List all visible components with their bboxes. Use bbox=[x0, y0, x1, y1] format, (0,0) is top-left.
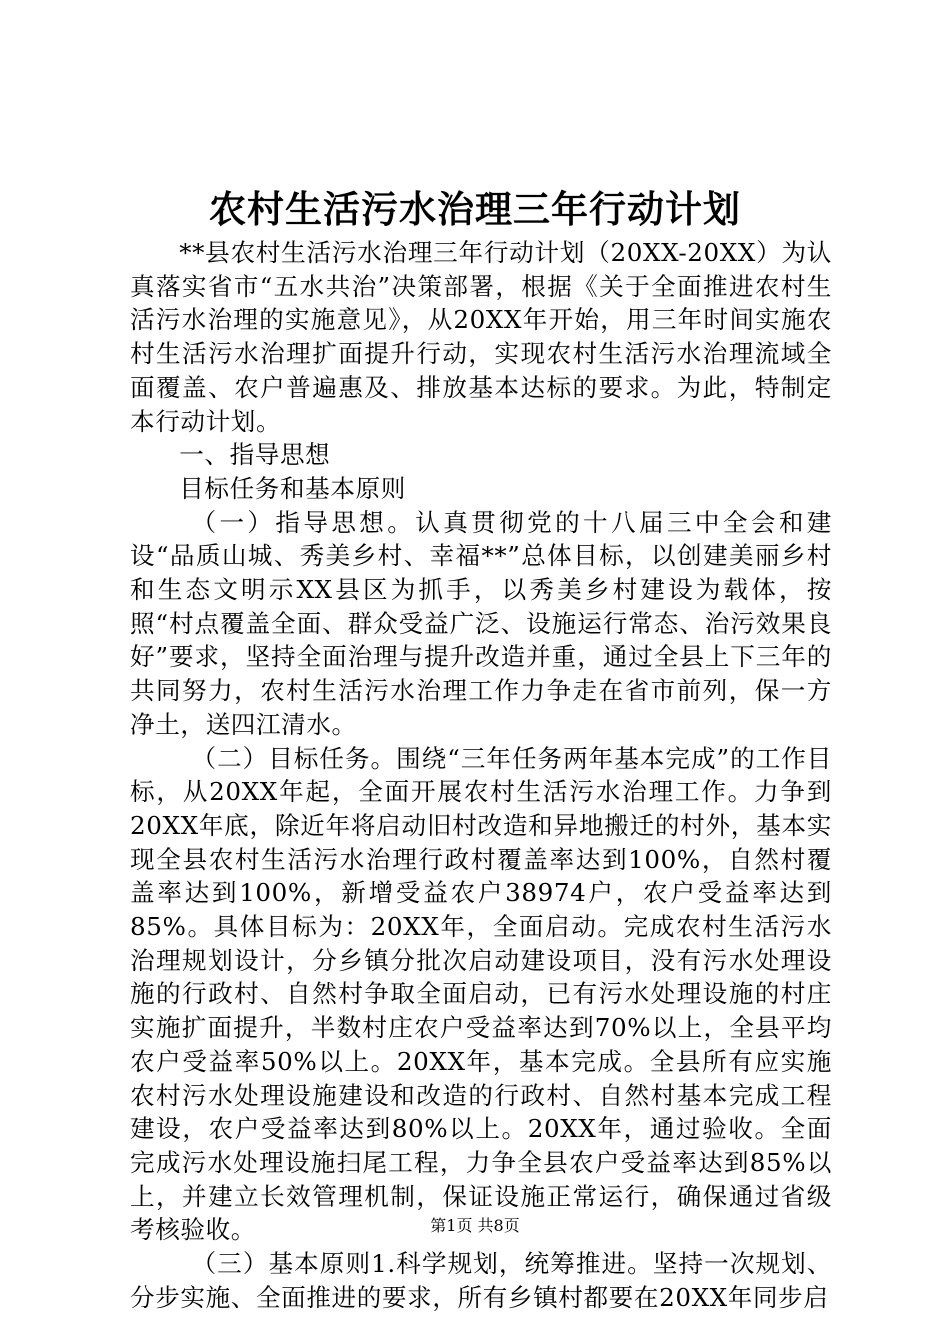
paragraph-guiding-thought: （一）指导思想。认真贯彻党的十八届三中全会和建设“品质山城、秀美乡村、幸福**”总体目标，以创建美丽乡村和生态文明示XX县区为抓手，以秀美乡村建设为载体，按照“村点覆盖全面、群众受益广泛、设施运行常态、治污效果良好”要求，坚持全面治理与提升改造并重，通过全县上下三年的共同努力，农村生活污水治理工作力争走在省市前列，保一方净土，送四江清水。 bbox=[130, 507, 832, 739]
document-title: 农村生活污水治理三年行动计划 bbox=[209, 187, 741, 231]
paragraph-basic-principles: （三）基本原则1.科学规划，统筹推进。坚持一次规划、分步实施、全面推进的要求，所有乡镇村都要在20XX年同步启 bbox=[130, 1249, 832, 1312]
section-subheading-goals-principles: 目标任务和基本原则 bbox=[179, 473, 406, 503]
intro-paragraph: **县农村生活污水治理三年行动计划（20XX-20XX）为认真落实省市“五水共治”决策部署，根据《关于全面推进农村生活污水治理的实施意见》，从20XX年开始，用三年时间实施农村生活污水治理扩面提升行动，实现农村生活污水治理流域全面覆盖、农户普遍惠及、排放基本达标的要求。为此，特制定本行动计划。 bbox=[130, 238, 832, 436]
paragraph-goals-tasks: （二）目标任务。围绕“三年任务两年基本完成”的工作目标，从20XX年起，全面开展农村生活污水治理工作。力争到20XX年底，除近年将启动旧村改造和异地搬迁的村外，基本实现全县农村生活污水治理行政村覆盖率达到100%，自然村覆盖率达到100%，新增受益农户38974户，农户受益率达到85%。具体目标为：20XX年，全面启动。完成农村生活污水治理规划设计，分乡镇分批次启动建设项目，没有污水处理设施的行政村、自然村争取全面启动，已有污水处理设施的村庄实施扩面提升，半数村庄农户受益率达到70%以上，全县平均农户受益率50%以上。20XX年，基本完成。全县所有应实施农村污水处理设施建设和改造的行政村、自然村基本完成工程建设，农户受益率达到80%以上。20XX年，通过验收。全面完成污水处理设施扫尾工程，力争全县农户受益率达到85%以上，并建立长效管理机制，保证设施正常运行，确保通过省级考核验收。 bbox=[130, 743, 832, 1245]
page-number-footer: 第1页 共8页 bbox=[430, 1216, 520, 1235]
section-heading-guiding-thought: 一、指导思想 bbox=[179, 440, 331, 470]
document-body bbox=[130, 236, 832, 1315]
